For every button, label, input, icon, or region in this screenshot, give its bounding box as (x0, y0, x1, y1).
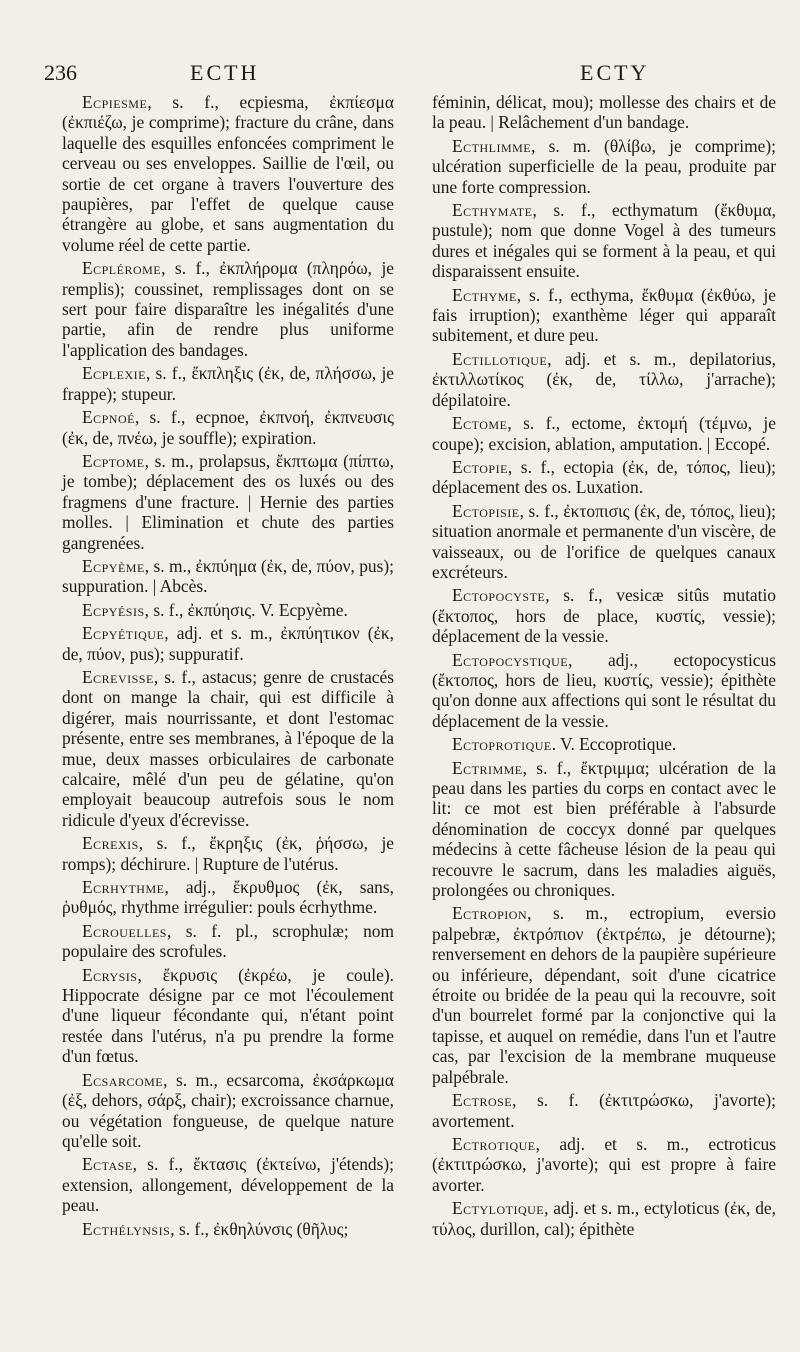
dictionary-entry (432, 1090, 776, 1131)
dictionary-entry (432, 903, 776, 1087)
entry-headword: Ectopocystique (452, 649, 569, 670)
running-header (0, 60, 800, 90)
entry-definition: , s. f., ἐκτοπισις (ἐκ, de, τόπος, lieu); situation anormale et permanente d'un viscère, de vaisseaux, ou de l'orifice de quelques canaux excréteurs. (432, 500, 776, 582)
entry-headword: Ecsarcome (82, 1069, 164, 1090)
entry-headword: Ectrotique (452, 1133, 536, 1154)
entry-definition: , s. f. (ἐκτιτρώσκω, j'avorte); avortement. (432, 1090, 776, 1131)
entry-definition: , s. f., ectome, ἐκτομή (τέμνω, je coupe); excision, ablation, amputation. | Eccopé. (432, 413, 776, 454)
dictionary-entry (432, 457, 776, 498)
dictionary-entry (62, 407, 394, 448)
dictionary-entry (62, 877, 394, 918)
right-column (432, 92, 776, 1242)
entry-headword: Ecthyme (452, 284, 517, 305)
entry-headword: Ecpnoé (82, 407, 135, 428)
dictionary-entry (432, 285, 776, 346)
dictionary-entry (62, 600, 394, 620)
entry-headword: Ecrouelles (82, 920, 167, 941)
entry-headword: Ecpiesme (82, 92, 148, 112)
entry-definition: , s. f., ecthymatum (ἔκθυμα, pustule); nom que donne Vogel à des tumeurs dures et inégales qui se forment à la peau, et qui disparaissent ensuite. (432, 200, 776, 282)
dictionary-entry (62, 623, 394, 664)
dictionary-entry (62, 833, 394, 874)
entry-headword: Ecrevisse (82, 666, 154, 687)
dictionary-entry (432, 501, 776, 583)
dictionary-entry (432, 200, 776, 282)
entry-headword: Ecpyétique (82, 623, 165, 644)
entry-definition: , s. f., ἐκπλήρομα (πληρόω, je remplis); coussinet, remplissages dont on se sert pour faire disparaître les inégalités d'une partie, afin de rendre plus uniforme l'application des bandages. (62, 258, 394, 360)
entry-headword: Ectylotique (452, 1198, 545, 1219)
entry-headword: Ectome (452, 413, 508, 434)
dictionary-entry (62, 92, 394, 255)
dictionary-entry (62, 1154, 394, 1215)
entry-headword: Ecpyème (82, 555, 145, 576)
dictionary-entry (62, 965, 394, 1067)
entry-definition: , s. m., prolapsus, ἔκπτωμα (πίπτω, je tombe); déplacement des os luxés ou des fragmens d'une fracture. | Hernie des parties molles. | Elimination et chute des parties gangrenées. (62, 450, 394, 553)
dictionary-entry (62, 667, 394, 830)
dictionary-entry (62, 1219, 394, 1239)
entry-headword: Ectopie (452, 456, 508, 477)
dictionary-entry (432, 136, 776, 197)
entry-definition: , s. f., ecthyma, ἔκθυμα (ἐκθύω, je fais irruption); exanthème léger qui apparaît subitement, et dure peu. (432, 284, 776, 346)
entry-definition: , s. f., ἔκρηξις (ἐκ, ῥήσσω, je romps); déchirure. | Rupture de l'utérus. (62, 833, 394, 874)
entry-definition: , s. f., vesicæ sitûs mutatio (ἔκτοπος, hors de place, κυστίς, vessie); déplacement de la vessie. (432, 585, 776, 647)
entry-headword: Ectopocyste (452, 585, 546, 606)
entry-definition: , adj. et s. m., ectyloticus (ἐκ, de, τύλος, durillon, cal); épithète (432, 1198, 776, 1239)
entry-headword: Ecplexie (82, 363, 146, 384)
entry-headword: Ecplérome (82, 258, 162, 279)
entry-headword: Ectase (82, 1154, 133, 1175)
page-number: 236 (44, 60, 77, 85)
entry-definition: , s. f., ecpnoe, ἐκπνοή, ἐκπνευσις (ἐκ, de, πνέω, je souffle); expiration. (62, 407, 394, 448)
entry-definition: , s. m., ἐκπύημα (ἐκ, de, πύον, pus); suppuration. | Abcès. (62, 555, 394, 597)
dictionary-entry (432, 585, 776, 646)
entry-definition: , s. f., ἐκθηλύνσις (θῆλυς; (170, 1218, 349, 1239)
dictionary-entry (432, 1198, 776, 1239)
dictionary-entry (432, 413, 776, 454)
left-running-head: ECTH (190, 60, 260, 85)
dictionary-entry (62, 556, 394, 597)
entry-headword: Ecrysis (82, 964, 138, 985)
entry-headword: Ectillotique (452, 348, 548, 369)
dictionary-entry (62, 451, 394, 553)
continued-entry-text: féminin, délicat, mou); mollesse des chairs et de la peau. | Relâchement d'un bandage. (432, 92, 776, 133)
entry-definition: , s. m., ecsarcoma, ἐκσάρκωμα (ἐξ, dehors, σάρξ, chair); excroissance charnue, ou végétation fongueuse, de quelque nature qu'elle soit. (62, 1069, 394, 1151)
entry-headword: Ecptome (82, 450, 145, 471)
entry-definition: , ἔκρυσις (ἐκρέω, je coule). Hippocrate désigne par ce mot l'écoulement d'une liqueur fécondante qui, n'étant point restée dans l'utérus, n'a pu prendre la forme d'un fœtus. (62, 964, 394, 1067)
entry-headword: Ectoprotique (452, 734, 552, 755)
left-column (62, 92, 394, 1242)
entry-definition: , adj., ectopocysticus (ἔκτοπος, hors de lieu, κυστίς, vessie); épithète qu'on donne aux affections qui sont le résultat du déplacement de la vessie. (432, 649, 776, 731)
entry-headword: Ectrimme (452, 757, 523, 778)
entry-headword: Ectropion (452, 903, 528, 924)
dictionary-entry (432, 650, 776, 732)
entry-definition: , adj. et s. m., depilatorius, ἐκτιλλωτίκος (ἐκ, de, τίλλω, j'arrache); dépilatoire. (432, 348, 776, 410)
dictionary-entry (62, 363, 394, 404)
entry-headword: Ecrexis (82, 833, 139, 854)
entry-definition: , s. f., ἐκπύησις. V. Ecpyème. (144, 599, 348, 620)
entry-definition: , s. f., ἔκπληξις (ἐκ, de, πλήσσω, je frappe); stupeur. (62, 363, 394, 404)
right-running-head: ECTY (580, 60, 650, 85)
entry-headword: Ecthymate (452, 200, 533, 221)
entry-headword: Ecthélynsis (82, 1218, 171, 1239)
dictionary-entry (432, 1134, 776, 1195)
dictionary-entry (62, 258, 394, 360)
entry-definition: , s. f., ἔκτασις (ἐκτείνω, j'étends); extension, allongement, développement de la peau. (62, 1154, 394, 1216)
dictionary-entry (432, 758, 776, 901)
entry-definition: , s. m., ectropium, eversio palpebræ, ἐκτρόπιον (ἐκτρέπω, je détourne); renversement en dehors de la paupière supérieure ou inférieure, dépendant, soit d'une cicatrice étroite ou bridée de la peau qui la recouvre, soit d'un bourrelet formé par la conjonctive qui la tapisse, et auquel on remédie, dans l'un et l'autre cas, par l'excision de la membrane muqueuse palpébrale. (432, 903, 776, 1087)
entry-definition: , s. f., astacus; genre de crustacés dont on mange la chair, qui est difficile à digérer, mais nourrissante, et dont l'estomac présente, entre ses membranes, à l'époque de la mue, deux masses orbiculaires de carbonate calcaire, mêlé d'un peu de gélatine, qu'on employait beaucoup autrefois sous le nom ridicule d'yeux d'écrevisse. (62, 666, 394, 830)
entry-headword: Ectrose (452, 1090, 513, 1111)
entry-definition: , s. f., ecpiesma, ἐκπίεσμα (ἐκπιέζω, je comprime); fracture du crâne, dans laquelle des esquilles enfoncées compriment le cerveau ou ses enveloppes. Saillie de l'œil, ou sortie de cet organe à travers l'ouverture des paupières, par l'effet de quelque cause étrangère au globe, et sans augmentation du volume réel de cette partie. (62, 92, 394, 255)
entry-definition: , s. f., ectopia (ἐκ, de, τόπος, lieu); déplacement des os. Luxation. (432, 456, 776, 498)
entry-definition: , s. f., ἔκτριμμα; ulcération de la peau dans les parties du corps en contact avec le lit: ce mot est bien préférable à l'absurde dénomination de coccyx donné par quelques médecins à cette fâcheuse lésion de la peau qui recouvre le sacrum, dans les maladies aiguës, prolongées ou chroniques. (432, 757, 776, 901)
dictionary-entry (432, 349, 776, 410)
entry-headword: Ecthlimme (452, 135, 532, 156)
entry-definition: , s. f. pl., scrophulæ; nom populaire des scrofules. (62, 920, 394, 962)
dictionary-entry (432, 734, 776, 754)
dictionary-entry (62, 921, 394, 962)
entry-headword: Ecrhythme (82, 877, 165, 898)
entry-headword: Ecpyésis (82, 599, 145, 620)
entry-headword: Ectopisie (452, 500, 520, 521)
entry-definition: , adj. et s. m., ectroticus (ἐκτιτρώσκω, j'avorte); qui est propre à faire avorter. (432, 1133, 776, 1195)
entry-definition: , adj. et s. m., ἐκπύητικον (ἐκ, de, πύον, pus); suppuratif. (62, 623, 394, 664)
entry-definition: . V. Eccoprotique. (551, 734, 677, 755)
entry-definition: , s. m. (θλίβω, je comprime); ulcération superficielle de la peau, produite par une forte compression. (432, 135, 776, 197)
dictionary-entry (62, 1070, 394, 1152)
entry-definition: , adj., ἔκρυθμος (ἐκ, sans, ῥυθμός, rhythme irrégulier: pouls écrhythme. (62, 877, 394, 918)
